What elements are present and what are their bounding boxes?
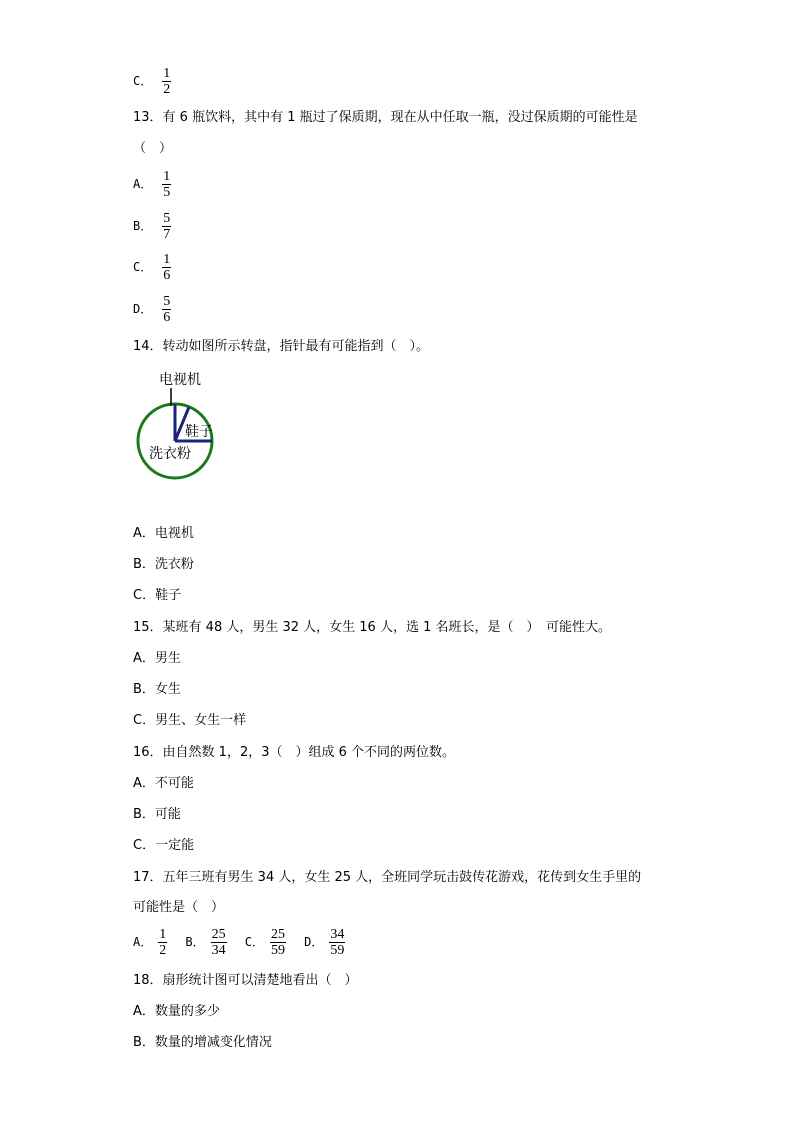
q16-stem: 16．由自然数 1，2，3（ ）组成 6 个不同的两位数。: [133, 745, 456, 760]
numerator: 5: [163, 211, 171, 226]
fraction: [162, 252, 171, 283]
numerator: 34: [330, 927, 345, 942]
option-letter: D．: [304, 935, 324, 949]
option-letter: B．: [133, 219, 153, 233]
option-letter: C．: [133, 260, 153, 274]
q18-option-a: A．数量的多少: [133, 1004, 220, 1019]
spinner-label-tv: 电视机: [159, 372, 201, 388]
q17-stem-line2: 可能性是（ ）: [133, 900, 225, 915]
q12-option-c: [133, 66, 171, 97]
spinner-diagram: [130, 362, 230, 487]
q16-option-c: C．一定能: [133, 838, 195, 853]
q17-stem-line1: 17．五年三班有男生 34 人，女生 25 人，全班同学玩击鼓传花游戏，花传到女生手里的: [133, 870, 642, 885]
q14-option-a: A．电视机: [133, 526, 194, 541]
q15-option-a: A．男生: [133, 651, 181, 666]
fraction: [158, 927, 167, 958]
denominator: 7: [163, 227, 171, 242]
q13-stem-line2: （ ）: [133, 141, 173, 156]
denominator: 5: [163, 185, 171, 200]
denominator: 59: [270, 943, 285, 958]
q18-option-b: B．数量的增减变化情况: [133, 1035, 272, 1050]
denominator: 6: [163, 268, 171, 283]
fraction: [162, 169, 171, 200]
option-letter: A．: [133, 177, 153, 191]
fraction: [162, 66, 171, 97]
q16-option-a: A．不可能: [133, 776, 194, 791]
q15-option-c: C．男生、女生一样: [133, 713, 247, 728]
option-letter: B．: [185, 935, 205, 949]
numerator: 1: [163, 169, 171, 184]
option-letter: A．: [133, 935, 153, 949]
q13-option-d: [133, 294, 171, 325]
q17-option-c: [245, 927, 286, 958]
numerator: 1: [163, 66, 171, 81]
q16-option-b: B．可能: [133, 807, 181, 822]
q14-stem: 14．转动如图所示转盘，指针最有可能指到（ ）。: [133, 339, 430, 354]
q14-option-c: C．鞋子: [133, 588, 182, 603]
q13-option-c: [133, 252, 171, 283]
spinner-label-detergent: 洗衣粉: [149, 446, 191, 462]
numerator: 1: [159, 927, 167, 942]
fraction: [329, 927, 345, 958]
q17-options-row: [133, 927, 359, 961]
denominator: 34: [211, 943, 226, 958]
numerator: 25: [270, 927, 285, 942]
numerator: 5: [163, 294, 171, 309]
q13-option-a: [133, 169, 171, 200]
option-letter: C．: [244, 935, 264, 949]
q18-stem: 18．扇形统计图可以清楚地看出（ ）: [133, 973, 358, 988]
denominator: 2: [163, 82, 171, 97]
q15-option-b: B．女生: [133, 682, 181, 697]
option-letter: C．: [133, 74, 153, 88]
q17-option-b: [185, 927, 226, 958]
q14-option-b: B．洗衣粉: [133, 557, 194, 572]
fraction: [162, 211, 171, 242]
numerator: 25: [211, 927, 226, 942]
fraction: [162, 294, 171, 325]
q13-stem-line1: 13．有 6 瓶饮料，其中有 1 瓶过了保质期，现在从中任取一瓶，没过保质期的可能性是: [133, 110, 638, 125]
q17-option-d: [304, 927, 345, 958]
spinner-label-shoes: 鞋子: [185, 424, 213, 440]
q17-option-a: [133, 927, 167, 958]
q13-option-b: [133, 211, 171, 242]
fraction: [211, 927, 227, 958]
denominator: 59: [330, 943, 345, 958]
denominator: 2: [159, 943, 167, 958]
numerator: 1: [163, 252, 171, 267]
q15-stem: 15．某班有 48 人，男生 32 人，女生 16 人，选 1 名班长，是（ ） 可能性大。: [133, 620, 611, 635]
denominator: 6: [163, 310, 171, 325]
fraction: [270, 927, 286, 958]
option-letter: D．: [133, 302, 153, 316]
